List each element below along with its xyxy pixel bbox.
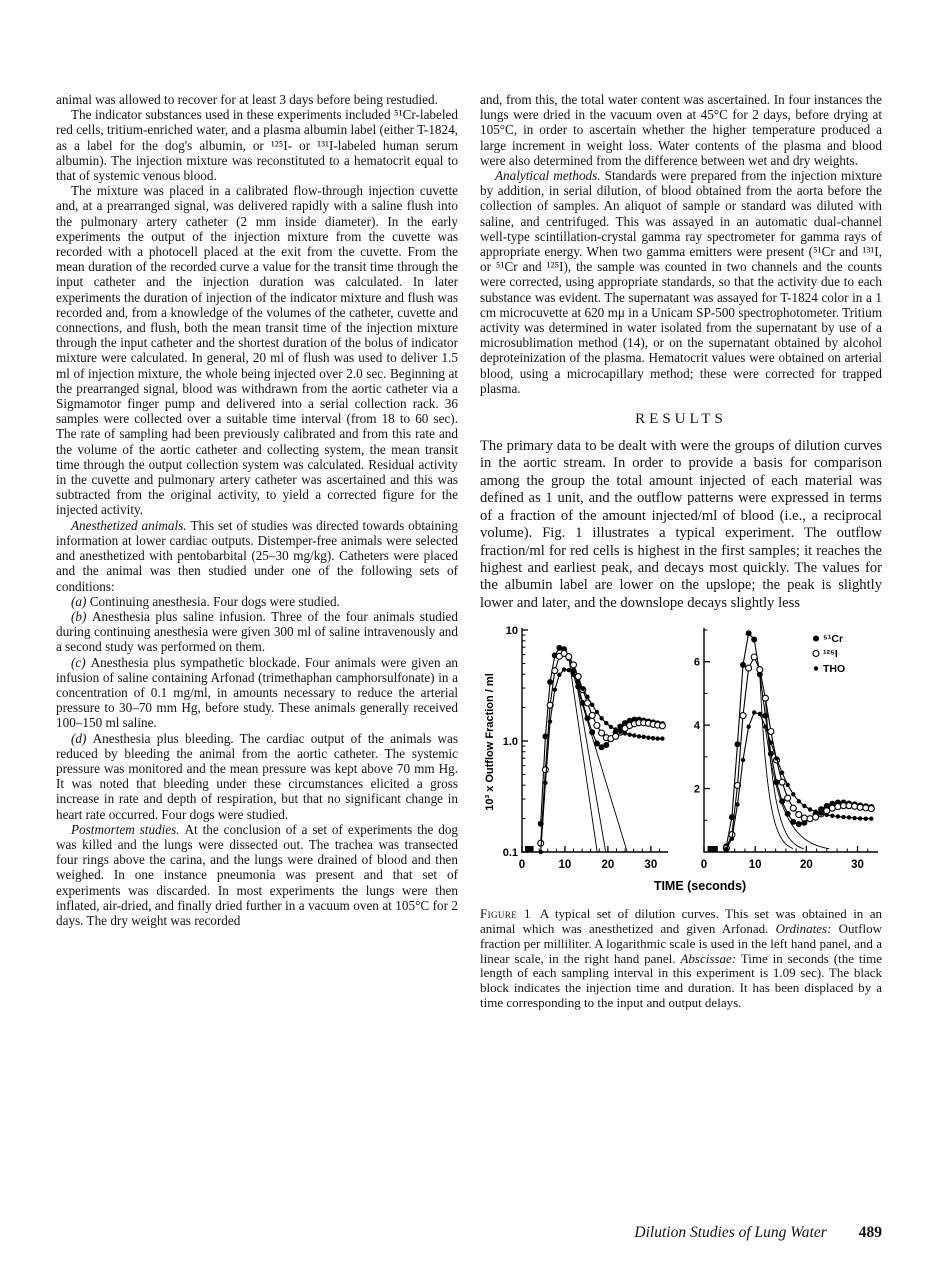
paragraph-text: This set of studies was directed towards obtaining information at lower cardiac outputs. Distemper-free animals were selected and anesthetized with pentobarbital (25–30 mg/kg). Catheters were placed and the animal was then studied under one of the following sets of conditions:	[56, 517, 458, 594]
svg-text:10: 10	[558, 859, 572, 872]
right-column	[480, 92, 882, 1011]
y-axis-label: 10³ x Outflow Fraction / ml	[484, 673, 496, 811]
paragraph-text: Continuing anesthesia. Four dogs were studied.	[89, 593, 340, 609]
paragraph-text: The mixture was placed in a calibrated flow-through injection cuvette and, at a prearranged signal, was delivered rapidly with a saline flush into the pulmonary artery catheter (2 mm inside diameter). In the early experiments the output of the injection mixture from the cuvette was recorded with a photocell placed at the exit from the cuvette. From the mean duration of the recorded curve a value for the transit time through the input catheter and the injection duration was calculated. In later experiments the duration of injection of the indicator mixture and flush was recorded and, from a knowledge of the volumes of the catheter, cuvette and connections, and flush, both the mean transit time of the injection mixture through the input catheter and the shortest duration of the bolus of indicator mixture were calculated. In general, 20 ml of flush was used to deliver 1.5 ml of injection mixture, the whole being injected over 2.0 sec. Beginning at the prearranged signal, blood was withdrawn from the aortic catheter via a Sigmamotor finger pump and delivered into a serial collection rack. 36 samples were collected over a suitable time interval (from 18 to 60 sec). The rate of sampling had been previously calibrated and from this rate and the volume of the aortic catheter and collecting system, the mean transit time through the output collection system was calculated. Residual activity in the cuvette and pulmonary artery catheter was ascertained and this was subtracted from the original activity, to yield a corrected figure for the injected activity.	[56, 183, 458, 518]
svg-text:1.0: 1.0	[502, 736, 518, 749]
methods-paragraph-condition-b	[56, 609, 458, 655]
methods-paragraph	[56, 92, 458, 107]
running-title: Dilution Studies of Lung Water	[634, 1224, 827, 1241]
svg-text:0: 0	[700, 859, 708, 872]
figure-caption-text: Outflow fraction per milliliter. A logarithmic scale is used in the left hand panel, and a linear scale, in the right hand panel.	[480, 920, 882, 966]
injection-block	[525, 846, 534, 852]
svg-text:10: 10	[505, 625, 518, 638]
paragraph-text: Standards were prepared from the injection mixture by addition, in serial dilution, of blood obtained from the aorta before the collection of samples. An aliquot of sample or standard was diluted with saline, and centrifuged. This was assayed in an automatic dual-channel well-type scintillation-crystal gamma ray spectrometer for gamma rays of appropriate energy. When two gamma emitters were present (⁵¹Cr and ¹³¹I, or ⁵¹Cr and ¹²⁵I), the sample was counted in two channels and the counts were corrected, using appropriate standards, so that the activity due to each substance was evident. The supernatant was assayed for T-1824 color in a 1 cm microcuvette at 620 mμ in a Unicam SP-500 spectrophotometer. Tritium activity was determined in water isolated from the supernatant by use of a microsublimation method (14), or on the supernatant obtained by alcohol deproteinization of the plasma. Hematocrit values were obtained on arterial blood, using a microcapillary method; these were corrected for trapped plasma.	[480, 168, 882, 396]
methods-paragraph-anesthetized-animals	[56, 518, 458, 594]
page-number: 489	[858, 1224, 882, 1241]
svg-text:¹²⁵I: ¹²⁵I	[823, 648, 838, 661]
svg-text:30: 30	[851, 859, 864, 872]
chart-legend	[813, 633, 845, 675]
methods-paragraph-condition-c	[56, 655, 458, 731]
svg-text:2: 2	[693, 783, 700, 796]
panel-log	[503, 625, 668, 871]
svg-text:20: 20	[601, 859, 615, 872]
figure-1	[480, 622, 882, 901]
paragraph-text: and, from this, the total water content was ascertained. In four instances the lungs were dried in the vacuum oven at 45°C for 2 days, before drying at 105°C, in order to ascertain whether the higher temperature produced a large increment in weight loss. Water contents of the plasma and blood were also determined from the difference between wet and dry weights.	[480, 92, 882, 168]
paragraph-text: At the conclusion of a set of experiments the dog was killed and the lungs were dissected out. The trachea was transected four rings above the carina, and the lungs were drained of blood and then weighed. In one instance pneumonia was present and that set of experiments was discarded. In most experiments the lungs were then inflated, air-dried, and finally dried further in a vacuum oven at 105°C for 2 days. The dry weight was recorded	[56, 821, 459, 928]
paragraph-text: The indicator substances used in these experiments included ⁵¹Cr-labeled red cells, tritium-enriched water, and a plasma albumin label (either T-1824, as a label for the dog's albumin, or ¹²⁵I- or ¹³¹I-labeled human serum albumin). The injection mixture was reconstituted to a hematocrit equal to that of systemic venous blood.	[56, 107, 458, 184]
figure-caption-abscissae-label: Abscissae:	[680, 950, 737, 966]
paragraph-lead: (b)	[71, 608, 87, 624]
extrapolation-line	[765, 728, 829, 849]
results-heading: RESULTS	[635, 411, 727, 428]
svg-text:6: 6	[693, 656, 700, 669]
methods-paragraph	[56, 183, 458, 517]
methods-paragraph	[480, 92, 882, 168]
series-THO	[724, 710, 873, 851]
svg-text:20: 20	[799, 859, 813, 872]
svg-text:4: 4	[693, 720, 700, 733]
paragraph-text: animal was allowed to recover for at least 3 days before being restudied.	[56, 92, 438, 107]
figure-caption-ordinates-label: Ordinates:	[775, 920, 832, 936]
paragraph-text: Anesthesia plus bleeding. The cardiac output of the animals was reduced by bleeding the animal from the aortic catheter. The systemic pressure was monitored and the mean pressure was kept above 70 mm Hg. It was noted that bleeding under these circumstances elicited a gross increase in rate and depth of respiration, but that no significant change in heart rate occurred. Four dogs were studied.	[56, 730, 458, 822]
methods-paragraph-condition-d	[56, 731, 458, 822]
paragraph-lead: Postmortem studies.	[71, 821, 180, 837]
figure-caption-label: Figure 1	[480, 906, 531, 922]
svg-text:0.1: 0.1	[502, 847, 518, 860]
dilution-curves-chart	[480, 622, 882, 896]
paragraph-lead: (d)	[71, 730, 87, 746]
svg-text:30: 30	[644, 859, 658, 872]
figure-caption-text: A typical set of dilution curves. This set was obtained in an animal which was anesthetized and given Arfonad.	[480, 906, 882, 936]
svg-text:TIME (seconds): TIME (seconds)	[653, 879, 747, 894]
paragraph-lead: Analytical methods.	[495, 168, 601, 184]
figure-caption	[480, 907, 882, 1011]
paragraph-lead: (c)	[71, 654, 86, 670]
methods-paragraph	[56, 107, 458, 183]
svg-text:THO: THO	[823, 663, 846, 676]
injection-block	[708, 846, 718, 852]
paragraph-text: Anesthesia plus saline infusion. Three of the four animals studied during continuing anesthesia were given 300 ml of saline intravenously and a second study was performed on them.	[56, 608, 458, 655]
extrapolation-line	[574, 666, 606, 853]
results-paragraph: The primary data to be dealt with were the groups of dilution curves in the aortic stream. In order to provide a basis for comparison among the group the total amount injected of each material was defined as 1 unit, and the outflow patterns were expressed in terms of a fraction of the amount injected/ml of blood (i.e., a reciprocal volume). Fig. 1 illustrates a typical experiment. The outflow fraction/ml for red cells is highest in the first samples; it reaches the highest and earliest peak, and decays most quickly. The values for the albumin label are lower on the upslope; the peak is slightly lower and later, and the downslope decays slightly less	[480, 438, 882, 611]
svg-text:10: 10	[748, 859, 762, 872]
methods-paragraph-analytical	[480, 168, 882, 396]
svg-text:0: 0	[518, 859, 526, 872]
paragraph-lead: Anesthetized animals.	[71, 517, 187, 533]
paragraph-text: Anesthesia plus sympathetic blockade. Four animals were given an infusion of saline containing Arfonad (trimethaphan camphorsulfonate) in a concentration of 0.1 mg/ml, in amounts necessary to reduce the arterial pressure to 30–70 mm Hg, before study. These animals generally received 100–150 ml saline.	[56, 654, 459, 731]
svg-text:⁵¹Cr: ⁵¹Cr	[823, 633, 844, 646]
left-column	[56, 92, 458, 928]
page-footer	[480, 1224, 882, 1242]
methods-paragraph-postmortem	[56, 822, 458, 928]
paragraph-lead: (a)	[71, 593, 87, 609]
figure-caption-text: Time in seconds (the time length of each sampling interval in this experiment is 1.09 sec). The black block indicates the injection time and duration. It has been displaced by a time corresponding to the input and output delays.	[480, 950, 882, 1010]
panel-linear	[694, 628, 878, 871]
methods-paragraph-condition-a	[56, 594, 458, 609]
